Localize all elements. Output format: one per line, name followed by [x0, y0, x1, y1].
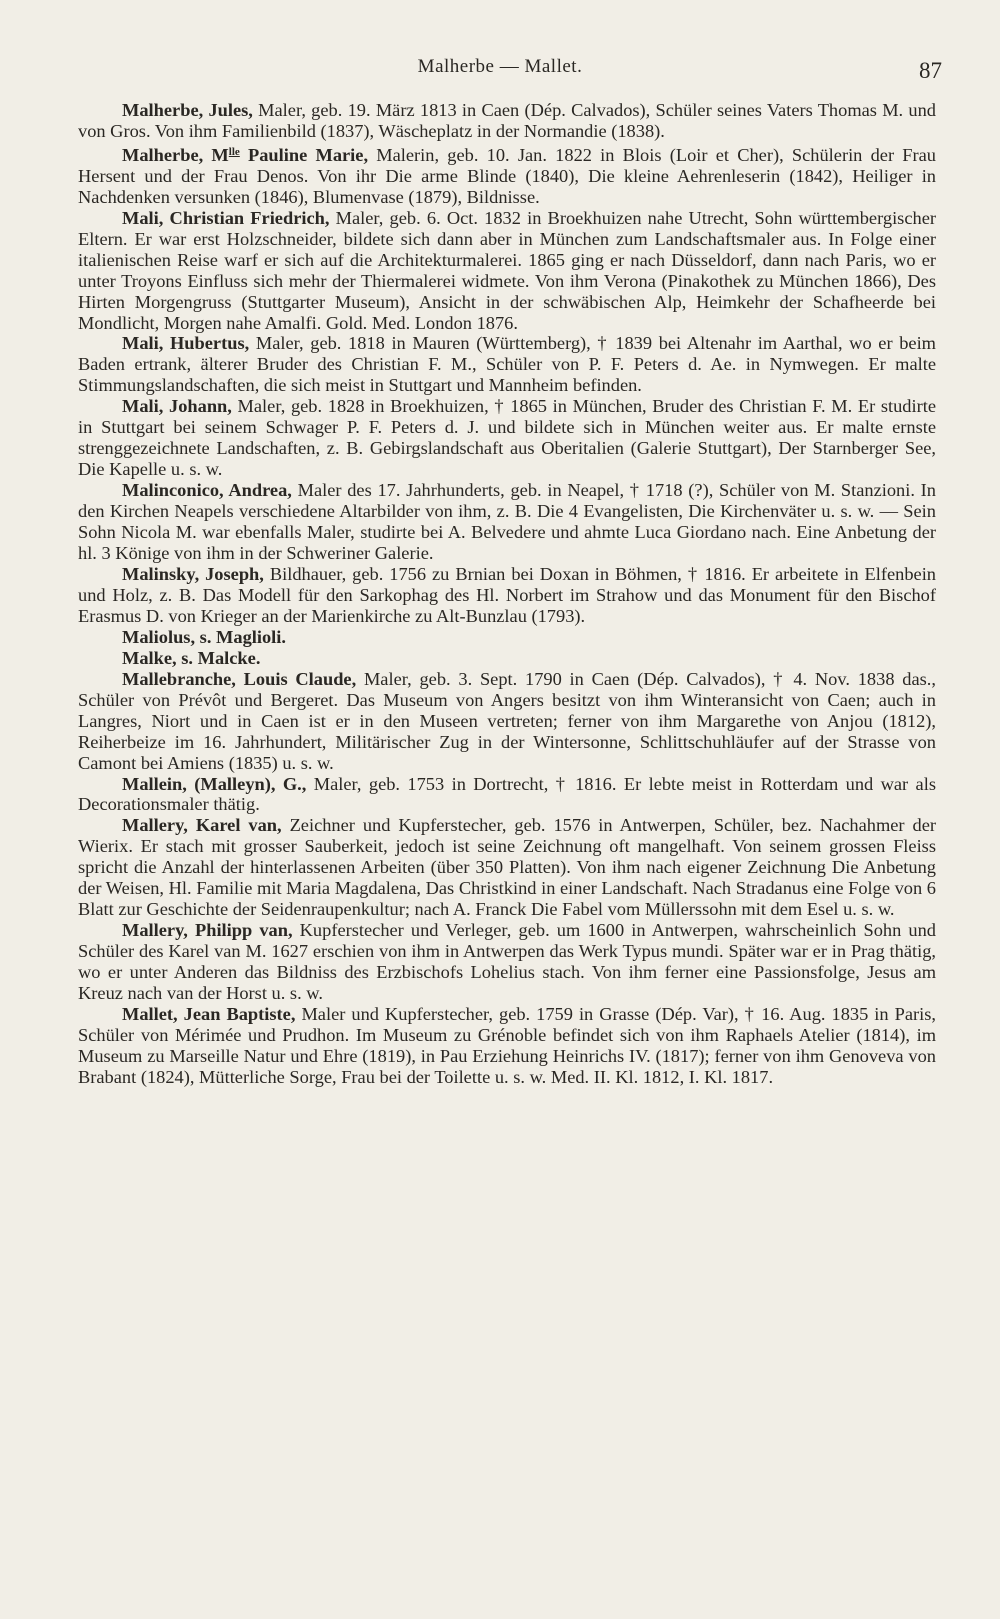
entry-text: Maler, geb. 6. Oct. 1832 in Broekhuizen nahe Utrecht, Sohn württembergischer Eltern. Er war erst Holzschneider, bildete sich dann aber in München zum Landschaftsmaler aus. In Folge einer italienischen Reise warf er sich auf die Architekturmalerei. 1865 ging er nach Düsseldorf, dann nach Paris, wo er unter Troyons Einfluss sich mehr der Thiermalerei widmete. Von ihm Verona (Pinakothek zu München 1866), Des Hirten Morgengruss (Stuttgarter Museum), Ansicht in der schwäbischen Alp, Heimkehr der Schafheerde bei Mondlicht, Morgen nahe Amalfi. Gold. Med. London 1876. — [78, 207, 936, 333]
entry-mali-johann — [78, 396, 936, 480]
entry-text: Maler, geb. 19. März 1813 in Caen (Dép. Calvados), Schüler seines Vaters Thomas M. und von Gros. Von ihm Familienbild (1837), Wäscheplatz in der Normandie (1838). — [78, 100, 936, 141]
running-title: Malherbe — Mallet. — [417, 56, 583, 77]
entry-maliolus — [78, 627, 936, 648]
entry-name: Malherbe, Jules, — [122, 100, 253, 120]
entry-text: Maler, geb. 1818 in Mauren (Württemberg), † 1839 bei Altenahr im Aarthal, wo er beim Baden ertrank, älterer Bruder des Christian F. M., Schüler von P. F. Peters d. Ae. in Nymwegen. Er malte Stimmungslandschaften, die sich meist in Stuttgart und Mannheim befinden. — [78, 333, 936, 396]
entry-name: Mallery, Philipp van, — [122, 920, 293, 941]
entry-text: Kupferstecher und Verleger, geb. um 1600 in Antwerpen, wahrscheinlich Sohn und Schüler des Karel van M. 1627 erschien von ihm in Antwerpen das Werk Typus mundi. Später war er in Prag thätig, wo er unter Anderen das Bildniss des Erzbischofs Lohelius stach. Von ihm ferner eine Passionsfolge, Jesus am Kreuz nach van der Horst u. s. w. — [78, 920, 936, 1004]
entry-text: Maler, geb. 1753 in Dortrecht, † 1816. Er lebte meist in Rotterdam und war als Decorationsmaler thätig. — [78, 773, 936, 815]
entry-name: Mallet, Jean Baptiste, — [122, 1003, 296, 1024]
entry-name: Mallebranche, Louis Claude, — [122, 668, 357, 689]
entry-mallery-karel — [78, 815, 936, 920]
entry-name — [122, 145, 368, 165]
entry-mallebranche — [78, 669, 936, 774]
entry-name: Malinsky, Joseph, — [122, 563, 264, 584]
entry-name: Mali, Christian Friedrich, — [122, 207, 330, 228]
entry-name: Malinconico, Andrea, — [122, 480, 292, 501]
entry-malinsky — [78, 564, 936, 627]
entry-name: Malke, s. Malcke. — [122, 647, 261, 668]
entry-name: Mallery, Karel van, — [122, 815, 282, 836]
entry-malherbe-pauline — [78, 142, 936, 208]
entry-text: Maler, geb. 1828 in Broekhuizen, † 1865 in München, Bruder des Christian F. M. Er studirte in Stuttgart bei seinem Schwager P. F. Peters d. J. und bildete sich in München weiter aus. Er malte ernste strenggezeichnete Landschaften, z. B. Gebirgslandschaft aus Oberitalien (Galerie Stuttgart), Der Starnberger See, Die Kapelle u. s. w. — [78, 396, 936, 480]
entry-malke — [78, 648, 936, 669]
dictionary-entries — [78, 100, 936, 1088]
entry-mallein — [78, 774, 936, 816]
entry-name: Mali, Johann, — [122, 396, 232, 417]
entry-mallet-jean — [78, 1004, 936, 1088]
entry-text: Maler, geb. 3. Sept. 1790 in Caen (Dép. Calvados), † 4. Nov. 1838 das., Schüler von Prévôt und Bergeret. Das Museum von Angers besitzt von ihm Winteransicht von Caen; auch in Langres, Niort und in Caen ist er in den Museen vertreten; ferner von ihm Margarethe von Anjou (1812), Reiherbeize im 16. Jahrhundert, Militärischer Zug in der Wintersonne, Schlittschuhläufer auf der Strasse von Camont bei Amiens (1835) u. s. w. — [78, 668, 936, 773]
page-header — [0, 52, 1000, 92]
entry-name-part: Pauline Marie, — [239, 144, 369, 165]
entry-name: Mali, Hubertus, — [122, 333, 250, 354]
entry-name: Maliolus, s. Maglioli. — [122, 626, 286, 647]
entry-malherbe-jules — [78, 100, 936, 142]
entry-text: Zeichner und Kupferstecher, geb. 1576 in Antwerpen, Schüler, bez. Nachahmer der Wierix. Er stach mit grosser Sauberkeit, jedoch ist seine Zeichnung oft mangelhaft. Von seinem grossen Fleiss spricht die Anzahl der hinterlassenen Arbeiten (über 350 Platten). Von ihm nach eigener Zeichnung Die Anbetung der Weisen, Hl. Familie mit Maria Magdalena, Das Christkind in einer Landschaft. Nach Stradanus eine Folge von 6 Blatt zur Geschichte der Seidenraupenkultur; nach A. Franck Die Fabel vom Müllerssohn mit dem Esel u. s. w. — [78, 815, 936, 920]
entry-text: Maler des 17. Jahrhunderts, geb. in Neapel, † 1718 (?), Schüler von M. Stanzioni. In den Kirchen Neapels verschiedene Altarbilder von ihm, z. B. Die 4 Evangelisten, Die Kirchenväter u. s. w. — Sein Sohn Nicola M. war ebenfalls Maler, studirte bei A. Belvedere und ahmte Luca Giordano nach. Eine Anbetung der hl. 3 Könige von ihm in der Schweriner Galerie. — [78, 480, 936, 564]
entry-mallery-philipp — [78, 920, 936, 1004]
entry-mali-hubertus — [78, 333, 936, 396]
entry-name-part: Malherbe, M — [122, 144, 229, 165]
entry-name-superscript: lle — [228, 145, 240, 158]
entry-text: Maler und Kupferstecher, geb. 1759 in Grasse (Dép. Var), † 16. Aug. 1835 in Paris, Schüler von Mérimée und Prudhon. Im Museum zu Grénoble befindet sich von ihm Raphaels Atelier (1814), im Museum zu Marseille Natur und Ehre (1819), in Pau Erziehung Heinrichs IV. (1817); ferner von ihm Genoveva von Brabant (1824), Mütterliche Sorge, Frau bei der Toilette u. s. w. Med. II. Kl. 1812, I. Kl. 1817. — [78, 1003, 936, 1087]
entry-mali-christian — [78, 208, 936, 334]
page-number: 87 — [919, 58, 942, 83]
entry-text: Malerin, geb. 10. Jan. 1822 in Blois (Loir et Cher), Schülerin der Frau Hersent und der Frau Denos. Von ihr Die arme Blinde (1840), Die kleine Aehrenleserin (1842), Heiliger in Nachdenken versunken (1846), Blumenvase (1879), Bildnisse. — [78, 144, 936, 207]
entry-name: Mallein, (Malleyn), G., — [122, 773, 307, 794]
entry-malinconico — [78, 480, 936, 564]
entry-text: Bildhauer, geb. 1756 zu Brnian bei Doxan in Böhmen, † 1816. Er arbeitete in Elfenbein und Holz, z. B. Das Modell für den Sarkophag des Hl. Norbert im Strahow und das Monument für den Bischof Erasmus D. von Krieger an der Marienkirche zu Alt-Bunzlau (1793). — [78, 563, 937, 626]
